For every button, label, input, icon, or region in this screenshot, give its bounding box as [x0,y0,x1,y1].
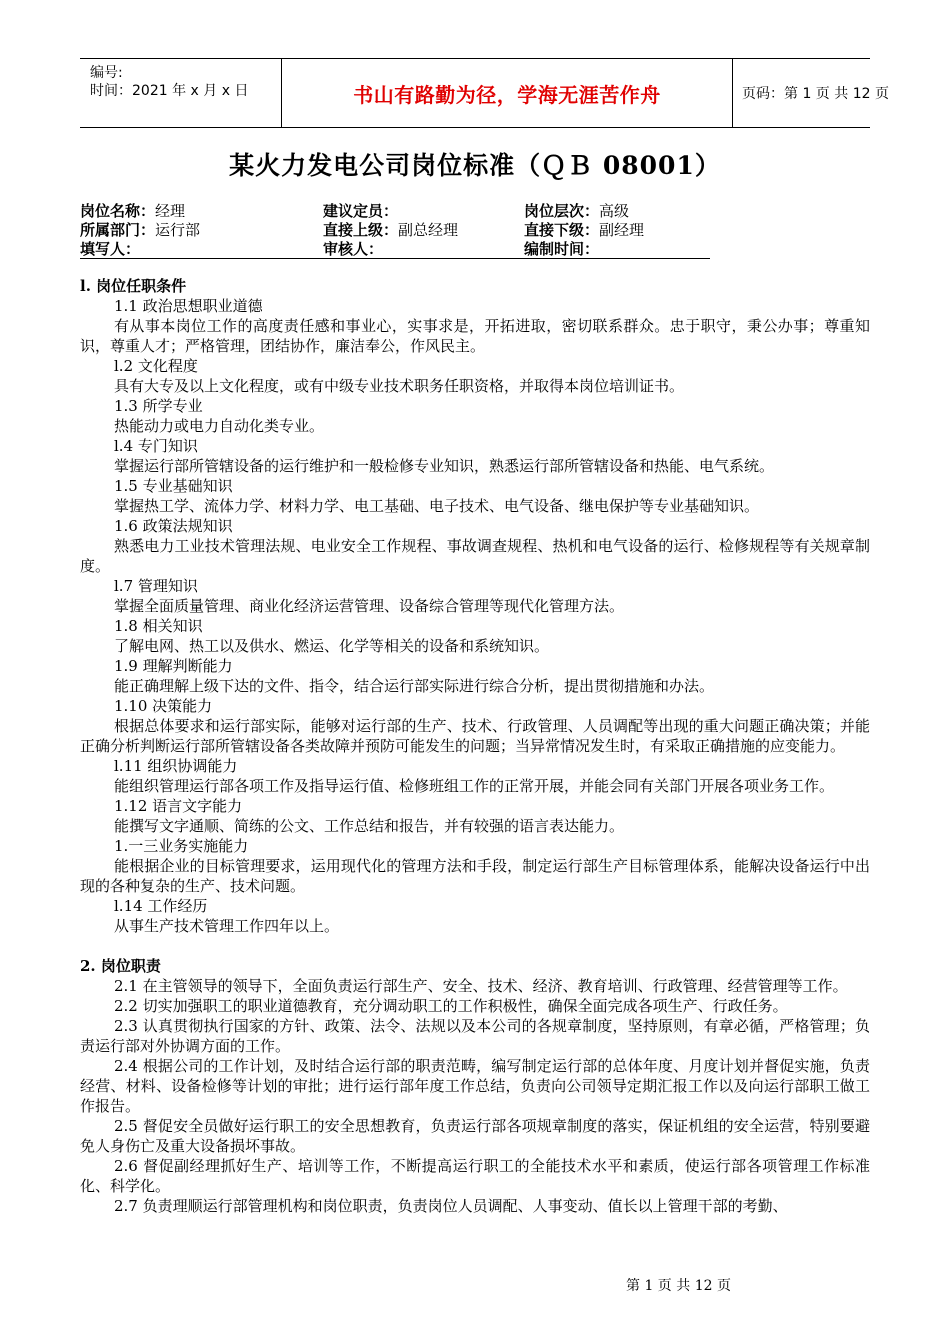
header-page-info: 页码：第 1 页 共 12 页 [742,86,889,102]
page-header [80,58,889,128]
paragraph: 熟悉电力工业技术管理法规、电业安全工作规程、事故调查规程、热机和电气设备的运行、检修规程等有关规章制度。 [80,537,870,575]
doc-number-label: 编号: [90,65,123,81]
subsection-heading: l.7 管理知识 [114,577,198,595]
duty-paragraph: 2.1 在主管领导的领导下，全面负责运行部生产、安全、技术、经济、教育培训、行政管理、经营管理等工作。 [114,977,848,995]
section-heading: l. 岗位任职条件 [80,277,187,295]
meta-reviewer-label: 审核人： [323,240,384,258]
post-meta-table [80,200,710,259]
paragraph: 能组织管理运行部各项工作及指导运行值、检修班组工作的正常开展，并能会同有关部门开展各项业务工作。 [114,777,835,795]
paragraph: 从事生产技术管理工作四年以上。 [114,917,340,935]
paragraph: 掌握热工学、流体力学、材料力学、电工基础、电子技术、电气设备、继电保护等专业基础知识。 [114,497,760,515]
meta-post-name [80,200,185,221]
meta-level-value: 高级 [599,202,630,220]
meta-row-3 [80,238,710,257]
section-heading: 2. 岗位职责 [80,957,161,975]
meta-date [524,238,599,259]
meta-quota [323,200,398,221]
subsection-heading: 1.8 相关知识 [114,617,203,635]
doc-time-label: 时间：2021 年 x 月 x 日 [90,83,249,99]
meta-dept [80,219,200,240]
paragraph: 有从事本岗位工作的高度责任感和事业心，实事求是，开拓进取，密切联系群众。忠于职守，秉公办事；尊重知识，尊重人才；严格管理，团结协作，廉洁奉公，作风民主。 [80,317,870,355]
paragraph: 具有大专及以上文化程度，或有中级专业技术职务任职资格，并取得本岗位培训证书。 [114,377,685,395]
meta-post-name-value: 经理 [155,202,186,220]
header-motto-cell [281,59,733,127]
subsection-heading: 1.3 所学专业 [114,397,203,415]
header-motto: 书山有路勤为径，学海无涯苦作舟 [353,83,661,107]
subsection-heading: l.4 专门知识 [114,437,198,455]
meta-level-label: 岗位层次： [524,202,600,220]
document-title: 某火力发电公司岗位标准（ＱＢ 08001） [229,151,721,180]
meta-superior-value: 副总经理 [398,221,459,239]
subsection-heading: l.14 工作经历 [114,897,208,915]
subsection-heading: 1.1 政治思想职业道德 [114,297,263,315]
meta-post-name-label: 岗位名称： [80,202,156,220]
subsection-heading: 1.一三业务实施能力 [114,837,249,855]
meta-date-label: 编制时间： [524,240,600,258]
subsection-heading: 1.10 决策能力 [114,697,213,715]
header-page-cell [732,59,889,127]
paragraph: 能正确理解上级下达的文件、指令，结合运行部实际进行综合分析，提出贯彻措施和办法。 [114,677,715,695]
document-body [80,276,870,1216]
subsection-heading: 1.12 语言文字能力 [114,797,243,815]
paragraph: 根据总体要求和运行部实际，能够对运行部的生产、技术、行政管理、人员调配等出现的重大问题正确决策；并能正确分析判断运行部所管辖设备各类故障并预防可能发生的问题；当异常情况发生时，有采取正确措施的应变能力。 [80,717,870,755]
section-qualifications [80,296,870,936]
paragraph: 能撰写文字通顺、简练的公文、工作总结和报告，并有较强的语言表达能力。 [114,817,625,835]
subsection-heading: 1.9 理解判断能力 [114,657,233,675]
duty-paragraph: 2.5 督促安全员做好运行职工的安全思想教育，负责运行部各项规章制度的落实，保证机组的安全运营，特别要避免人身伤亡及重大设备损坏事故。 [80,1117,870,1155]
header-left-cell [80,59,281,127]
meta-row-1 [80,200,710,219]
page-footer: 第 1 页 共 12 页 [626,1278,731,1294]
meta-superior-label: 直接上级： [323,221,399,239]
paragraph: 掌握运行部所管辖设备的运行维护和一般检修专业知识，熟悉运行部所管辖设备和热能、电气系统。 [114,457,775,475]
meta-subordinate [524,219,644,240]
paragraph: 能根据企业的目标管理要求，运用现代化的管理方法和手段，制定运行部生产目标管理体系，能解决设备运行中出现的各种复杂的生产、技术问题。 [80,857,870,895]
meta-level [524,200,629,221]
duty-paragraph: 2.7 负责理顺运行部管理机构和岗位职责，负责岗位人员调配、人事变动、值长以上管理干部的考勤、 [114,1197,788,1215]
meta-reviewer [323,238,383,259]
subsection-heading: 1.6 政策法规知识 [114,517,233,535]
duty-paragraph: 2.3 认真贯彻执行国家的方针、政策、法令、法规以及本公司的各规章制度，坚持原则，有章必循，严格管理；负责运行部对外协调方面的工作。 [80,1017,870,1055]
section-duties [80,976,870,1216]
meta-row-2 [80,219,710,238]
meta-dept-value: 运行部 [155,221,201,239]
meta-dept-label: 所属部门： [80,221,156,239]
meta-subordinate-value: 副经理 [599,221,645,239]
duty-paragraph: 2.4 根据公司的工作计划，及时结合运行部的职责范畴，编写制定运行部的总体年度、月度计划并督促实施，负责经营、材料、设备检修等计划的审批；进行运行部年度工作总结，负责向公司领导定期汇报工作以及向运行部职工做工作报告。 [80,1057,870,1115]
paragraph: 热能动力或电力自动化类专业。 [114,417,325,435]
meta-quota-label: 建议定员： [323,202,399,220]
duty-paragraph: 2.6 督促副经理抓好生产、培训等工作，不断提高运行职工的全能技术水平和素质，使运行部各项管理工作标准化、科学化。 [80,1157,870,1195]
meta-filler-label: 填写人： [80,240,141,258]
paragraph: 掌握全面质量管理、商业化经济运营管理、设备综合管理等现代化管理方法。 [114,597,625,615]
meta-subordinate-label: 直接下级： [524,221,600,239]
subsection-heading: l.2 文化程度 [114,357,198,375]
meta-superior [323,219,458,240]
meta-filler [80,238,140,259]
duty-paragraph: 2.2 切实加强职工的职业道德教育，充分调动职工的工作积极性，确保全面完成各项生产、行政任务。 [114,997,788,1015]
subsection-heading: l.11 组织协调能力 [114,757,238,775]
paragraph: 了解电网、热工以及供水、燃运、化学等相关的设备和系统知识。 [114,637,550,655]
subsection-heading: 1.5 专业基础知识 [114,477,233,495]
